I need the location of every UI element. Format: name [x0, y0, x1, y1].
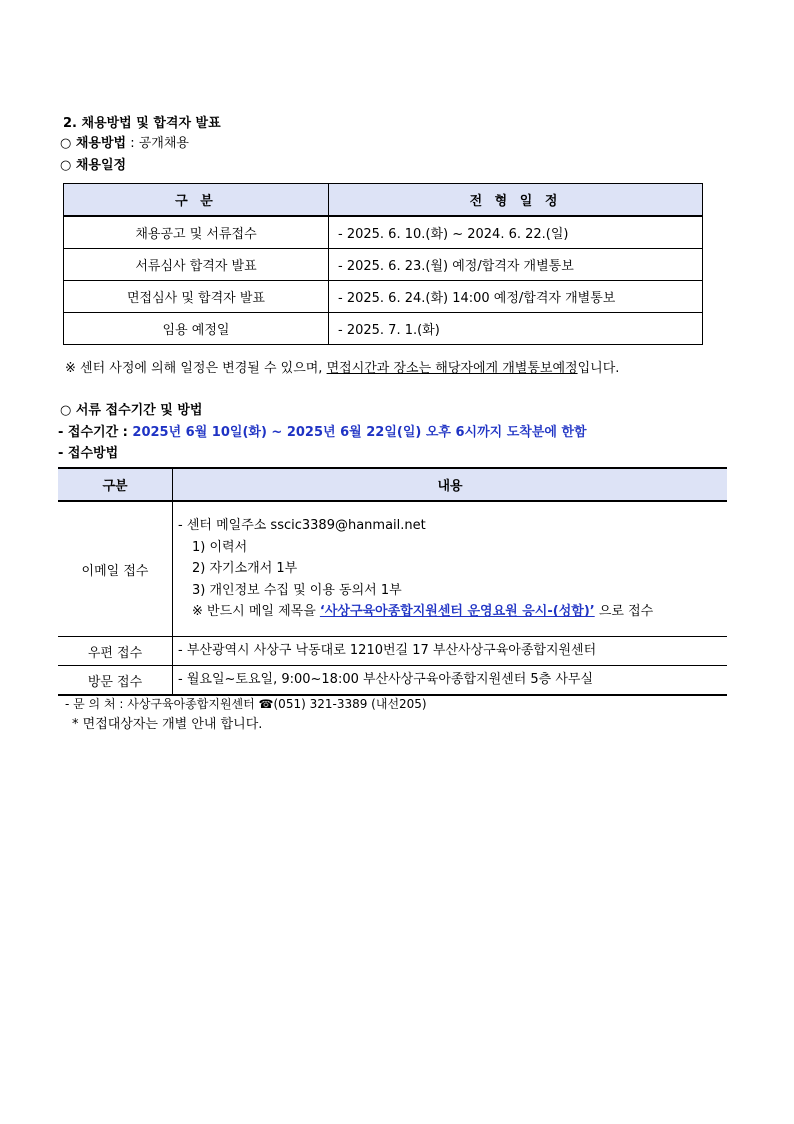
- email-note-prefix: ※ 반드시 메일 제목을: [192, 604, 320, 620]
- email-note-suffix: 으로 접수: [594, 604, 654, 620]
- email-address-line: - 센터 메일주소 sscic3389@hanmail.net: [178, 518, 426, 534]
- email-item: 1) 이력서: [192, 539, 248, 555]
- application-period: [58, 424, 587, 442]
- contact-line: - 문 의 처 : 사상구육아종합지원센터 ☎(051) 321-3389 (내선205): [65, 697, 427, 711]
- schedule-row-value: - 2025. 6. 24.(화) 14:00 예정/합격자 개별통보: [329, 281, 703, 313]
- method-table-header: [58, 468, 727, 501]
- schedule-row-label: 서류심사 합격자 발표: [64, 249, 329, 281]
- schedule-note-underlined: 면접시간과 장소는 해당자에게 개별통보예정: [326, 361, 578, 376]
- table-row: [58, 637, 727, 666]
- method-header-category: 구분: [58, 468, 173, 501]
- schedule-table-header: [64, 184, 703, 217]
- application-period-value: 2025년 6월 10일(화) ~ 2025년 6월 22일(일) 오후 6시까지 도착분에 한함: [132, 425, 587, 440]
- table-row: [64, 249, 703, 281]
- table-row: [64, 281, 703, 313]
- schedule-note-prefix: ※ 센터 사정에 의해 일정은 변경될 수 있으며,: [65, 361, 327, 376]
- email-subject-title: ‘사상구육아종합지원센터 운영요원 응시-(성함)’: [319, 604, 595, 620]
- email-item: 3) 개인정보 수집 및 이용 동의서 1부: [192, 582, 402, 598]
- method-table: [58, 467, 727, 696]
- application-method-label: - 접수방법: [58, 446, 119, 461]
- interview-note: * 면접대상자는 개별 안내 합니다.: [72, 717, 263, 732]
- schedule-header-date: 전 형 일 정: [329, 184, 703, 217]
- email-label: 이메일 접수: [58, 501, 173, 637]
- schedule-row-label: 면접심사 및 합격자 발표: [64, 281, 329, 313]
- schedule-row-value: - 2025. 7. 1.(화): [329, 313, 703, 345]
- schedule-label: ○ 채용일정: [60, 158, 127, 173]
- schedule-row-value: - 2025. 6. 10.(화) ~ 2024. 6. 22.(일): [329, 216, 703, 249]
- recruitment-method-label: ○ 채용방법: [60, 136, 127, 151]
- table-row: [58, 666, 727, 696]
- email-item: 2) 자기소개서 1부: [192, 561, 298, 577]
- schedule-header-category: 구 분: [64, 184, 329, 217]
- table-row: [64, 313, 703, 345]
- schedule-row-value: - 2025. 6. 23.(월) 예정/합격자 개별통보: [329, 249, 703, 281]
- application-heading: ○ 서류 접수기간 및 방법: [60, 403, 203, 418]
- application-period-label: - 접수기간 :: [58, 425, 133, 440]
- method-header-content: 내용: [173, 468, 728, 501]
- schedule-note-suffix: 입니다.: [577, 361, 620, 376]
- section-heading: 2. 채용방법 및 합격자 발표: [63, 116, 221, 131]
- visit-label: 방문 접수: [58, 666, 173, 696]
- recruitment-method-line: [60, 135, 189, 153]
- post-value: - 부산광역시 사상구 낙동대로 1210번길 17 부산사상구육아종합지원센터: [173, 637, 728, 666]
- post-label: 우편 접수: [58, 637, 173, 666]
- email-subject-note: [178, 601, 727, 623]
- schedule-row-label: 채용공고 및 서류접수: [64, 216, 329, 249]
- recruitment-method-value: : 공개채용: [126, 136, 189, 151]
- email-content: [173, 501, 728, 637]
- schedule-table: [63, 183, 703, 345]
- table-row: [58, 501, 727, 637]
- schedule-row-label: 임용 예정일: [64, 313, 329, 345]
- visit-value: - 월요일~토요일, 9:00~18:00 부산사상구육아종합지원센터 5층 사무실: [173, 666, 728, 696]
- table-row: [64, 216, 703, 249]
- schedule-note: [65, 360, 619, 378]
